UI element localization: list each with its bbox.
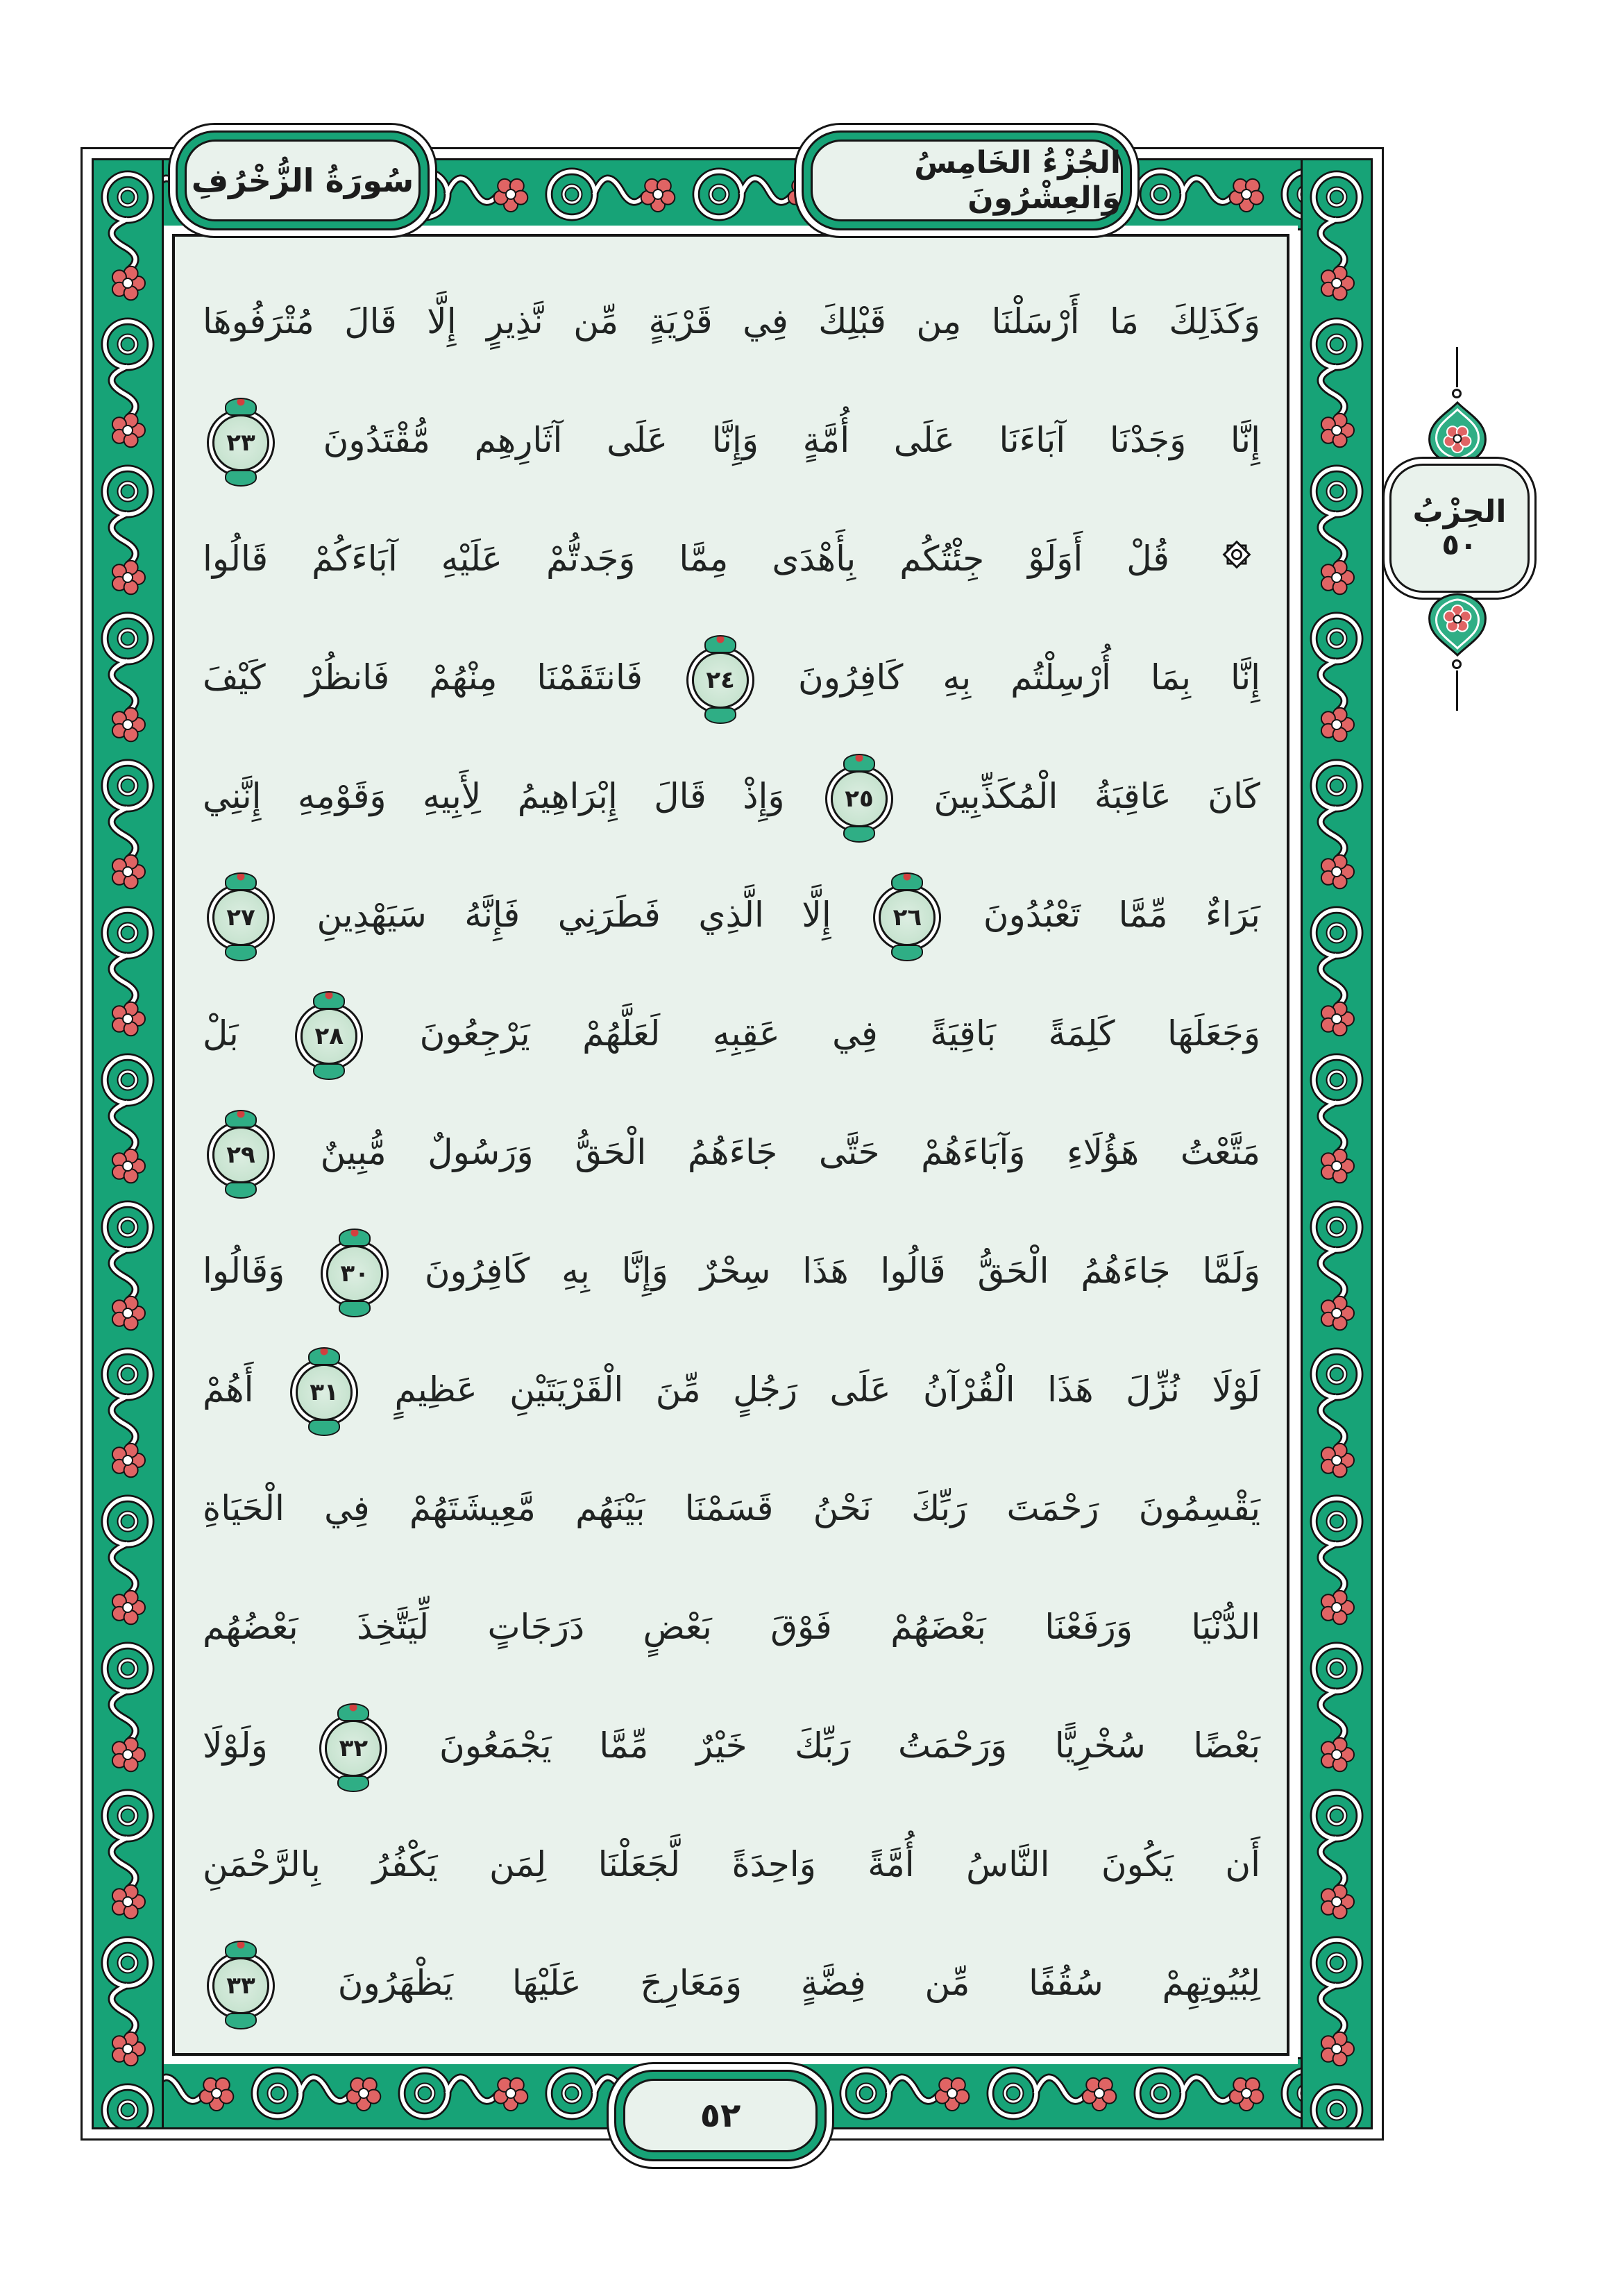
verse-text: الدُّنْيَا وَرَفَعْنَا بَعْضَهُمْ فَوْقَ بَعْضٍ دَرَجَاتٍ لِّيَتَّخِذَ بَعْضُهُم <box>203 1607 1260 1647</box>
ayah-marker <box>831 770 888 827</box>
verse-text: إِلَّا الَّذِي فَطَرَنِي فَإِنَّهُ سَيَهْدِينِ <box>316 895 831 935</box>
verse-text: أَن يَكُونَ النَّاسُ أُمَّةً وَاحِدَةً لَّجَعَلْنَا لِمَن يَكْفُرُ بِالرَّحْمَنِ <box>203 1844 1260 1884</box>
ayah-number: ٢٤ <box>706 666 735 694</box>
hizb-ornament-dot-top <box>1452 389 1462 398</box>
verse-text: فَانتَقَمْنَا مِنْهُمْ فَانظُرْ كَيْفَ <box>203 657 643 698</box>
quran-line-1 <box>203 262 1260 381</box>
ayah-number: ٣٢ <box>339 1734 369 1762</box>
verse-text: مَتَّعْتُ هَؤُلَاءِ وَآبَاءَهُمْ حَتَّى جَاءَهُمُ الْحَقُّ وَرَسُولٌ مُّبِينٌ <box>320 1132 1260 1172</box>
ayah-marker <box>301 1008 357 1065</box>
quran-line-15 <box>203 1924 1260 2043</box>
hizb-ornament-dot-bottom <box>1452 659 1462 669</box>
arabesque-border-right <box>1301 158 1373 2129</box>
verse-text: وَجَعَلَهَا كَلِمَةً بَاقِيَةً فِي عَقِبِهِ لَعَلَّهُمْ يَرْجِعُونَ <box>419 1013 1260 1054</box>
verse-text: وَلَمَّا جَاءَهُمُ الْحَقُّ قَالُوا هَذَا سِحْرٌ وَإِنَّا بِهِ كَافِرُونَ <box>424 1251 1260 1291</box>
quran-line-14 <box>203 1805 1260 1924</box>
ayah-marker <box>212 414 269 471</box>
hizb-marker <box>1389 464 1530 593</box>
ayah-marker <box>212 1126 269 1183</box>
hizb-number: ٥٠ <box>1441 527 1478 562</box>
verse-text: بَرَاءٌ مِّمَّا تَعْبُدُونَ <box>983 895 1260 935</box>
quran-line-3 <box>203 500 1260 618</box>
hizb-ornament-line-bottom <box>1456 670 1458 711</box>
verse-text: وَكَذَلِكَ مَا أَرْسَلْنَا مِن قَبْلِكَ فِي قَرْيَةٍ مِّن نَّذِيرٍ إِلَّا قَالَ مُتْرَفُوهَا <box>203 301 1260 341</box>
quran-line-13 <box>203 1687 1260 1805</box>
surah-title-cartouche <box>176 130 430 230</box>
verse-text: بَلْ <box>203 1013 239 1054</box>
quran-line-10 <box>203 1331 1260 1449</box>
ayah-number: ٣١ <box>310 1378 339 1406</box>
quran-line-4 <box>203 618 1260 737</box>
ayah-marker <box>212 1957 269 2014</box>
verse-text: بَعْضًا سُخْرِيًّا وَرَحْمَتُ رَبِّكَ خَيْرٌ مِّمَّا يَجْمَعُونَ <box>439 1725 1260 1766</box>
verse-text: أَهُمْ <box>203 1369 254 1410</box>
ayah-number: ٢٥ <box>845 784 874 813</box>
ayah-marker <box>879 889 936 946</box>
hizb-leaf-bottom-icon <box>1416 591 1499 658</box>
juz-title: الجُزْءُ الخَامِسُ وَالعِشْرُونَ <box>914 145 1121 216</box>
verse-text: قُلْ أَوَلَوْ جِئْتُكُم بِأَهْدَى مِمَّا وَجَدتُّمْ عَلَيْهِ آبَاءَكُمْ قَالُوا <box>203 539 1170 579</box>
verse-text: لِبُيُوتِهِمْ سُقُفًا مِّن فِضَّةٍ وَمَعَارِجَ عَلَيْهَا يَظْهَرُونَ <box>337 1963 1260 2003</box>
hizb-label: الحِزْبُ <box>1412 493 1507 530</box>
ayah-marker <box>212 889 269 946</box>
verse-text: وَلَوْلَا <box>203 1725 268 1766</box>
rub-el-hizb-icon <box>1219 502 1255 621</box>
quran-line-11 <box>203 1449 1260 1568</box>
quran-line-6 <box>203 856 1260 974</box>
quran-line-5 <box>203 737 1260 856</box>
ayah-number: ٢٧ <box>226 903 255 931</box>
ayah-number: ٢٩ <box>226 1140 255 1169</box>
quran-line-12 <box>203 1568 1260 1687</box>
quran-lines <box>203 262 1260 2043</box>
ayah-marker <box>692 652 749 709</box>
page-number-cartouche <box>614 2070 827 2161</box>
quran-line-8 <box>203 1093 1260 1212</box>
juz-title-cartouche <box>802 130 1132 230</box>
arabesque-border-left <box>92 158 164 2129</box>
verse-text: يَقْسِمُونَ رَحْمَتَ رَبِّكَ نَحْنُ قَسَمْنَا بَيْنَهُم مَّعِيشَتَهُمْ فِي الْحَيَاةِ <box>203 1488 1260 1528</box>
quran-line-7 <box>203 974 1260 1093</box>
page-number: ٥٢ <box>700 2096 741 2135</box>
quran-line-2 <box>203 381 1260 500</box>
hizb-ornament-line-top <box>1456 347 1458 387</box>
ayah-marker <box>325 1720 382 1777</box>
surah-title: سُورَةُ الزُّخْرُفِ <box>191 162 414 199</box>
verse-text: إِنَّا بِمَا أُرْسِلْتُم بِهِ كَافِرُونَ <box>798 657 1260 698</box>
verse-text: وَقَالُوا <box>203 1251 285 1291</box>
verse-text: إِنَّا وَجَدْنَا آبَاءَنَا عَلَى أُمَّةٍ وَإِنَّا عَلَى آثَارِهِم مُّقْتَدُونَ <box>323 420 1260 460</box>
quran-line-9 <box>203 1212 1260 1331</box>
ayah-number: ٣٣ <box>226 1971 255 2000</box>
ayah-number: ٢٣ <box>226 428 255 457</box>
verse-text: وَإِذْ قَالَ إِبْرَاهِيمُ لِأَبِيهِ وَقَوْمِهِ إِنَّنِي <box>203 776 785 816</box>
ayah-marker <box>326 1245 383 1302</box>
ayah-number: ٢٨ <box>314 1022 344 1050</box>
verse-text: كَانَ عَاقِبَةُ الْمُكَذِّبِينَ <box>933 776 1260 816</box>
hizb-leaf-top-icon <box>1416 400 1499 466</box>
verse-text: لَوْلَا نُزِّلَ هَذَا الْقُرْآنُ عَلَى رَجُلٍ مِّنَ الْقَرْيَتَيْنِ عَظِيمٍ <box>394 1369 1260 1410</box>
ayah-number: ٣٠ <box>340 1259 369 1288</box>
ayah-number: ٢٦ <box>892 903 922 931</box>
ayah-marker <box>296 1364 353 1421</box>
